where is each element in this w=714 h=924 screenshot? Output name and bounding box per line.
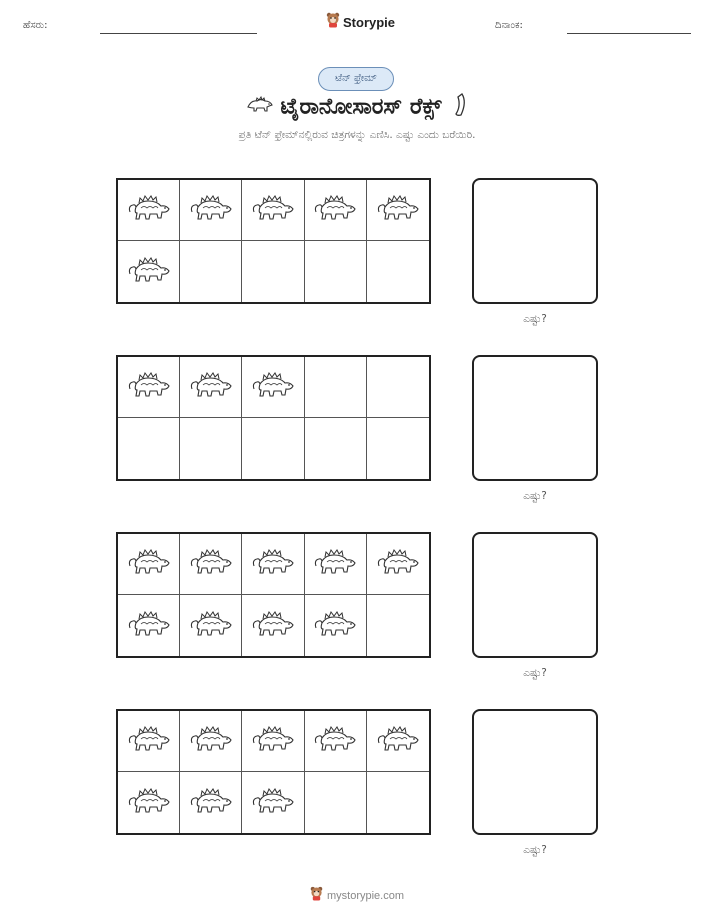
footer [0,886,714,905]
frame-cell [242,772,304,833]
stegosaurus-icon [188,608,234,644]
frame-cell [180,180,242,241]
frame-cell [305,534,367,595]
frame-cell [367,595,429,656]
stegosaurus-icon [250,369,296,405]
stegosaurus-icon [126,608,172,644]
stegosaurus-icon [188,723,234,759]
title-row [0,92,714,122]
stegosaurus-icon [126,785,172,821]
ten-frame-1 [116,178,431,304]
ten-frame-3 [116,532,431,658]
stegosaurus-icon [188,785,234,821]
stegosaurus-icon [250,192,296,228]
ten-frame-2 [116,355,431,481]
frame-cell [367,534,429,595]
frame-cell [180,595,242,656]
stegosaurus-icon [312,723,358,759]
stegosaurus-icon [126,369,172,405]
stegosaurus-icon [250,546,296,582]
ten-frame-4 [116,709,431,835]
frame-cell [180,241,242,302]
frame-cell [305,711,367,772]
frame-cell [180,418,242,479]
frame-cell [305,357,367,418]
frame-cell [242,595,304,656]
frame-cell [305,418,367,479]
frame-cell [242,418,304,479]
frame-cell [118,772,180,833]
frame-cell [305,595,367,656]
stegosaurus-icon [188,369,234,405]
how-many-label-3: ಎಷ್ಟು? [523,667,547,679]
frame-cell [242,357,304,418]
page-title: ಟೈರಾನೋಸಾರಸ್ ರೆಕ್ಸ್ [280,94,442,120]
answer-box-1[interactable] [472,178,598,304]
tooth-icon [447,92,469,122]
stegosaurus-icon [312,608,358,644]
frame-cell [305,772,367,833]
frame-cell [305,241,367,302]
frame-cell [242,711,304,772]
frame-cell [118,534,180,595]
how-many-label-4: ಎಷ್ಟು? [523,844,547,856]
stegosaurus-icon [250,785,296,821]
stegosaurus-icon [375,546,421,582]
stegosaurus-icon [126,254,172,290]
stegosaurus-icon [250,723,296,759]
stegosaurus-icon [126,723,172,759]
instructions: ಪ್ರತಿ ಟೆನ್ ಫ್ರೇಮ್‌ನಲ್ಲಿರುವ ಚಿತ್ರಗಳನ್ನು ಎಣಿಸಿ. ಎಷ್ಟು ಎಂದು ಬರೆಯಿರಿ. [238,129,476,141]
frame-cell [118,241,180,302]
answer-box-4[interactable] [472,709,598,835]
storypie-mascot-icon [326,12,340,32]
frame-cell [367,418,429,479]
stegosaurus-icon [375,723,421,759]
frame-cell [367,772,429,833]
frame-cell [180,711,242,772]
stegosaurus-icon [375,192,421,228]
ten-frame-badge: ಟೆನ್ ಫ್ರೇಮ್ [318,67,394,91]
date-label: ದಿನಾಂಕ: [495,20,523,31]
frame-cell [367,357,429,418]
frame-cell [180,357,242,418]
frame-cell [367,180,429,241]
storypie-mascot-icon [310,886,323,905]
answer-box-3[interactable] [472,532,598,658]
frame-cell [118,357,180,418]
frame-cell [305,180,367,241]
stegosaurus-icon [312,192,358,228]
date-line[interactable] [567,33,691,34]
frame-cell [242,180,304,241]
frame-cell [242,241,304,302]
frame-cell [242,534,304,595]
stegosaurus-icon [250,608,296,644]
brand-logo [326,12,395,32]
stegosaurus-icon [188,546,234,582]
name-line[interactable] [100,33,257,34]
answer-box-2[interactable] [472,355,598,481]
frame-cell [367,711,429,772]
frame-cell [367,241,429,302]
dinosaur-icon [245,95,275,119]
frame-cell [180,534,242,595]
frame-cell [118,180,180,241]
footer-url: mystorypie.com [326,889,405,902]
stegosaurus-icon [312,546,358,582]
stegosaurus-icon [188,192,234,228]
how-many-label-2: ಎಷ್ಟು? [523,490,547,502]
brand-name: Storypie [343,14,396,30]
how-many-label-1: ಎಷ್ಟು? [523,313,547,325]
name-label: ಹೆಸರು: [23,20,48,31]
frame-cell [118,595,180,656]
frame-cell [180,772,242,833]
stegosaurus-icon [126,546,172,582]
stegosaurus-icon [126,192,172,228]
frame-cell [118,711,180,772]
frame-cell [118,418,180,479]
